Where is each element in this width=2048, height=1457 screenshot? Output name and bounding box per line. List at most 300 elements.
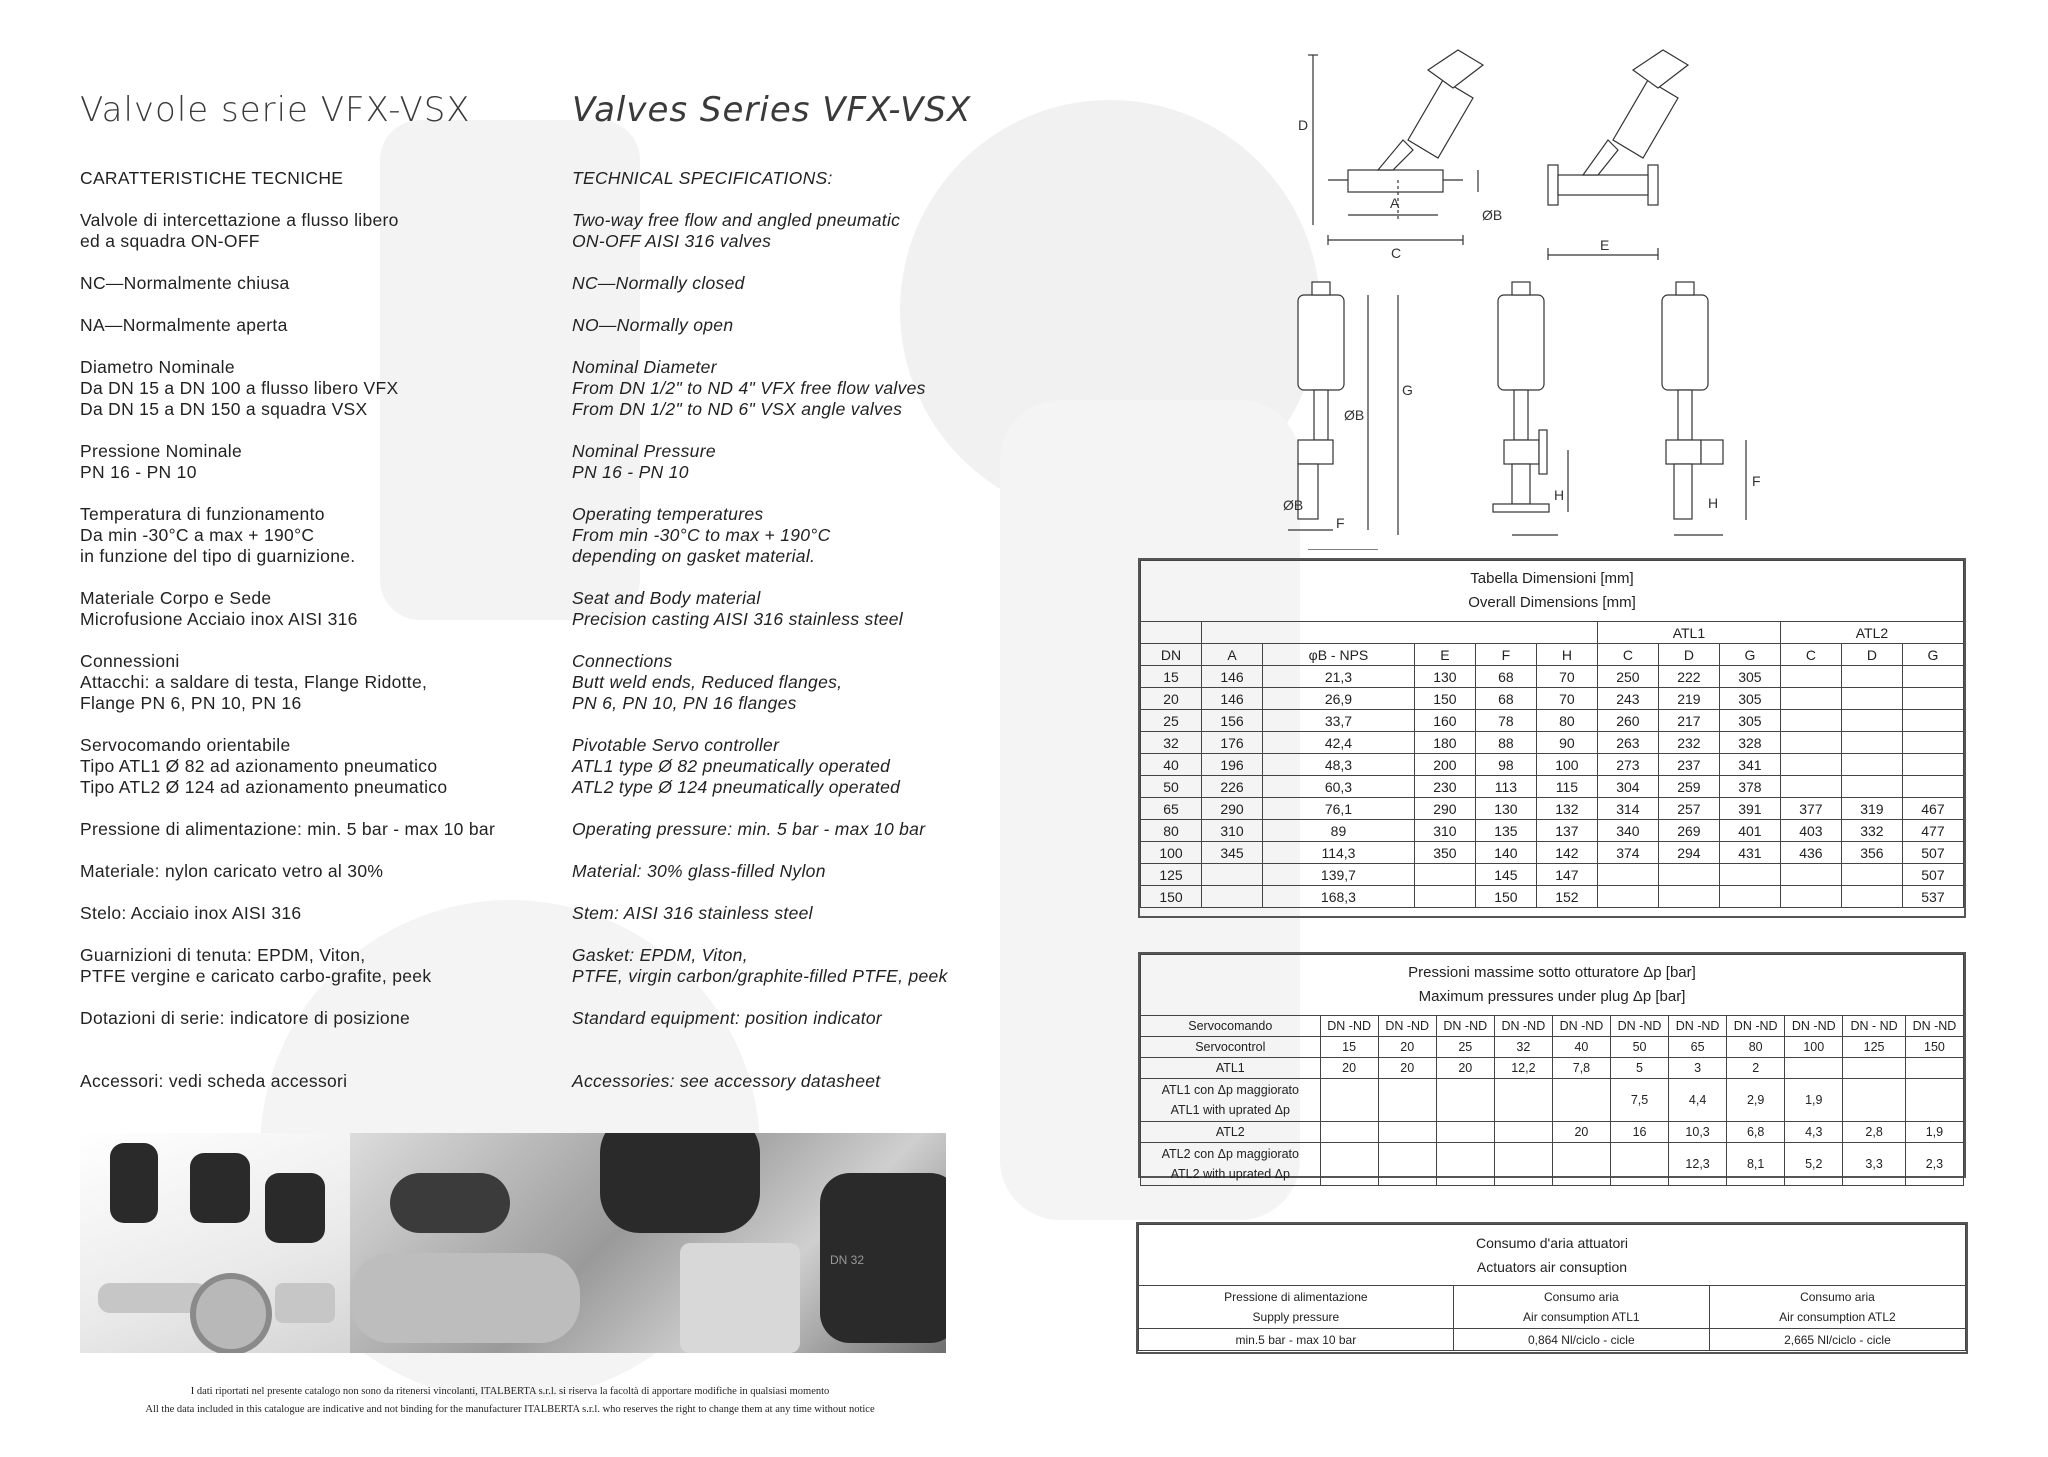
table-cell: 377 [1780,798,1841,820]
label-f: F [1336,515,1345,531]
table-cell: 305 [1719,710,1780,732]
table-cell: 403 [1780,820,1841,842]
table-cell: 196 [1202,754,1263,776]
table-cell [1902,666,1963,688]
table-cell: 243 [1597,688,1658,710]
table-cell [1378,1143,1436,1186]
air-header-row [1139,1286,1966,1329]
column-header: 20 [1378,1037,1436,1058]
table-cell [1320,1122,1378,1143]
table-cell: 80 [1141,820,1202,842]
disclaimer-italian: I dati riportati nel presente catalogo non sono da ritenersi vincolanti, ITALBERTA s.r.l. si riserva la facoltà di apportare modifiche in qualsiasi momento [190,1386,830,1397]
english-spec-line: NO—Normally open [572,315,734,335]
table-cell: 2,3 [1905,1143,1963,1186]
air-value-row [1139,1329,1966,1351]
column-header-line: Consumo aria [1543,1290,1619,1304]
italian-spec-line: PTFE vergine e caricato carbo-grafite, peek [80,966,432,986]
table-cell: 219 [1658,688,1719,710]
english-spec-line: Precision casting AISI 316 stainless steel [572,609,904,629]
english-spec-line: Two-way free flow and angled pneumatic [572,210,901,230]
table-row [1141,820,1964,842]
english-spec-line: From DN 1/2" to ND 4" VFX free flow valves [572,378,926,398]
table-cell: 140 [1475,842,1536,864]
italian-spec-line: Pressione di alimentazione: min. 5 bar - max 10 bar [80,819,496,839]
table-cell: 477 [1902,820,1963,842]
table-cell: 6,8 [1727,1122,1785,1143]
english-spec-line: Material: 30% glass-filled Nylon [572,861,826,881]
table-cell: 130 [1475,798,1536,820]
table-cell: 273 [1597,754,1658,776]
table-cell: 98 [1475,754,1536,776]
table-cell: 290 [1202,798,1263,820]
column-header: DN - ND [1843,1016,1906,1037]
table-cell: 40 [1141,754,1202,776]
column-header [1139,1286,1454,1329]
table-cell: 305 [1719,666,1780,688]
table-cell: 230 [1414,776,1475,798]
table-cell: 176 [1202,732,1263,754]
column-header: 25 [1436,1037,1494,1058]
italian-spec-line: in funzione del tipo di guarnizione. [80,546,356,566]
table-cell [1780,886,1841,908]
table-cell: 257 [1658,798,1719,820]
table-cell [1841,886,1902,908]
table-cell: 70 [1536,666,1597,688]
table-row [1141,732,1964,754]
table-cell: 5,2 [1785,1143,1843,1186]
table-cell: 132 [1536,798,1597,820]
english-spec-block [572,1008,971,1029]
english-spec-block [572,357,971,420]
table-cell [1202,886,1263,908]
table-cell [1843,1058,1906,1079]
table-cell [1780,864,1841,886]
label-e: E [1600,237,1610,253]
table-cell [1841,710,1902,732]
column-header-line: Supply pressure [1252,1310,1340,1324]
table-cell [1436,1143,1494,1186]
table-cell: 217 [1658,710,1719,732]
title-italian: Valvole serie VFX-VSX [80,90,471,130]
table-cell [1902,754,1963,776]
italian-spec-block [80,1008,495,1029]
label-a: A [1390,195,1400,211]
table-cell [1843,1079,1906,1122]
table-cell [1841,776,1902,798]
nameplate-text: DN 32 [830,1253,865,1267]
label-c: C [1391,245,1402,261]
drawing-vsx-reduced-flange [1662,282,1746,535]
table-cell: 0,864 Nl/ciclo - cicle [1453,1329,1709,1351]
air-consumption-table [1138,1224,1966,1351]
table-cell: 2,9 [1727,1079,1785,1122]
italian-spec-line: Da DN 15 a DN 150 a squadra VSX [80,399,368,419]
table-row [1141,842,1964,864]
table-cell: 401 [1719,820,1780,842]
table-cell: 152 [1536,886,1597,908]
pressure-header-row-2 [1141,1037,1964,1058]
table-cell: 507 [1902,864,1963,886]
group-atl1: ATL1 [1597,622,1780,644]
column-header: E [1414,644,1475,666]
italian-spec-line: Stelo: Acciaio inox AISI 316 [80,903,302,923]
italian-spec-line: Flange PN 6, PN 10, PN 16 [80,693,302,713]
pressure-header-row-1 [1141,1016,1964,1037]
italian-spec-line: NA—Normalmente aperta [80,315,288,335]
table-cell: 200 [1414,754,1475,776]
english-spec-block [572,945,971,987]
table-cell: 8,1 [1727,1143,1785,1186]
english-spec-line: PN 6, PN 10, PN 16 flanges [572,693,797,713]
spec-list-english [572,168,971,1092]
italian-spec-block [80,357,495,420]
table-cell [1658,864,1719,886]
column-header: A [1202,644,1263,666]
table-cell: 305 [1719,688,1780,710]
table-cell: 26,9 [1263,688,1415,710]
table-cell [1436,1122,1494,1143]
table-row [1141,798,1964,820]
english-spec-line [572,1050,971,1071]
table-cell: 20 [1320,1058,1378,1079]
table-row [1141,1079,1964,1122]
table-cell: 467 [1902,798,1963,820]
table-cell: 42,4 [1263,732,1415,754]
column-header: DN -ND [1669,1016,1727,1037]
italian-spec-line: CARATTERISTICHE TECNICHE [80,168,344,188]
table-cell [1902,688,1963,710]
table-cell: 431 [1719,842,1780,864]
table-cell: 2,665 Nl/ciclo - cicle [1709,1329,1965,1351]
table-cell: 12,3 [1669,1143,1727,1186]
english-spec-line: PTFE, virgin carbon/graphite-filled PTFE, peek [572,966,948,986]
dimensions-table [1140,560,1964,908]
row-label [1141,1143,1321,1186]
table-cell: 78 [1475,710,1536,732]
column-header-line: Air consumption ATL1 [1523,1310,1640,1324]
column-header-line: Pressione di alimentazione [1224,1290,1368,1304]
italian-spec-line: Diametro Nominale [80,357,235,377]
italian-spec-block [80,168,495,189]
column-header: 40 [1552,1037,1610,1058]
table-cell: 237 [1658,754,1719,776]
label-b-angle: ØB [1344,407,1365,423]
table-cell [1841,732,1902,754]
valve-technical-drawings [1268,30,1788,550]
table-cell: 89 [1263,820,1415,842]
italian-spec-block [80,273,495,294]
table-cell: 1,9 [1905,1122,1963,1143]
table-cell [1378,1122,1436,1143]
italian-spec-line: Microfusione Acciaio inox AISI 316 [80,609,358,629]
table-cell: 12,2 [1494,1058,1552,1079]
italian-spec-line: Materiale Corpo e Sede [80,588,272,608]
table-cell [1841,864,1902,886]
table-cell: 222 [1658,666,1719,688]
label-h-2: H [1708,495,1719,511]
column-header: 50 [1610,1037,1668,1058]
valve-photo-small [80,1133,352,1353]
table-cell: 50 [1141,776,1202,798]
table-cell: 374 [1597,842,1658,864]
column-header: φB - NPS [1263,644,1415,666]
table-cell: 294 [1658,842,1719,864]
column-header-line: Air consumption ATL2 [1779,1310,1896,1324]
column-header: 100 [1785,1037,1843,1058]
table-cell: 269 [1658,820,1719,842]
english-spec-line: Nominal Pressure [572,441,716,461]
table-cell [1494,1122,1552,1143]
table-cell: 68 [1475,666,1536,688]
table-cell: 113 [1475,776,1536,798]
english-spec-block [572,861,971,882]
table-cell: 2 [1727,1058,1785,1079]
table-cell: 21,3 [1263,666,1415,688]
english-spec-block [572,819,971,840]
italian-spec-line: Attacchi: a saldare di testa, Flange Ridotte, [80,672,428,692]
table-cell: 537 [1902,886,1963,908]
table-cell: 90 [1536,732,1597,754]
table-row [1141,688,1964,710]
english-spec-block [572,315,971,336]
italian-spec-line: Temperatura di funzionamento [80,504,325,524]
row-label [1141,1058,1321,1079]
table-cell [1414,864,1475,886]
air-caption: Consumo d'aria attuatori Actuators air consuption [1139,1225,1966,1286]
english-spec-block [572,504,971,567]
table-cell [1780,666,1841,688]
table-cell: 147 [1536,864,1597,886]
table-cell: 319 [1841,798,1902,820]
row-label-line: ATL2 [1215,1125,1245,1139]
column-header: Servocomando [1141,1016,1321,1037]
table-cell: 20 [1141,688,1202,710]
english-spec-line: ATL1 type Ø 82 pneumatically operated [572,756,891,776]
column-header: 80 [1727,1037,1785,1058]
table-cell: 290 [1414,798,1475,820]
english-spec-line: PN 16 - PN 10 [572,462,689,482]
table-cell [1841,666,1902,688]
english-spec-line: NC—Normally closed [572,273,745,293]
table-cell: 68 [1475,688,1536,710]
drawing-vfx-buttweld [1308,50,1483,245]
title-english: Valves Series VFX-VSX [572,90,972,130]
table-cell: 146 [1202,666,1263,688]
english-spec-line: Nominal Diameter [572,357,717,377]
column-header: D [1658,644,1719,666]
english-spec-line: Gasket: EPDM, Viton, [572,945,748,965]
italian-spec-block [80,441,495,483]
column-header: DN -ND [1436,1016,1494,1037]
italian-spec-line: Da DN 15 a DN 100 a flusso libero VFX [80,378,399,398]
table-cell: 32 [1141,732,1202,754]
italian-spec-line: Tipo ATL1 Ø 82 ad azionamento pneumatico [80,756,438,776]
table-cell [1320,1079,1378,1122]
english-spec-line: ON-OFF AISI 316 valves [572,231,772,251]
row-label [1141,1079,1321,1122]
italian-spec-block [80,504,495,567]
column-header: 65 [1669,1037,1727,1058]
italian-spec-line: Servocomando orientabile [80,735,291,755]
english-spec-line: TECHNICAL SPECIFICATIONS: [572,168,833,188]
table-cell [1610,1143,1668,1186]
column-header: G [1719,644,1780,666]
table-cell: 20 [1378,1058,1436,1079]
table-cell: 304 [1597,776,1658,798]
table-row [1141,776,1964,798]
table-cell: 137 [1536,820,1597,842]
italian-spec-line: Accessori: vedi scheda accessori [80,1071,348,1091]
english-spec-line: Standard equipment: position indicator [572,1008,883,1028]
table-row [1141,864,1964,886]
table-cell: 226 [1202,776,1263,798]
table-cell [1905,1079,1963,1122]
table-cell: 3 [1669,1058,1727,1079]
table-cell [1494,1079,1552,1122]
table-cell: 250 [1597,666,1658,688]
table-cell: 25 [1141,710,1202,732]
table-cell: 4,4 [1669,1079,1727,1122]
italian-spec-line: Guarnizioni di tenuta: EPDM, Viton, [80,945,366,965]
italian-spec-block [80,819,495,840]
column-header: DN -ND [1905,1016,1963,1037]
italian-spec-block [80,315,495,336]
table-row [1141,1122,1964,1143]
table-cell: 33,7 [1263,710,1415,732]
table-cell [1841,754,1902,776]
table-cell: 310 [1414,820,1475,842]
column-header: 125 [1843,1037,1906,1058]
table-cell: 1,9 [1785,1079,1843,1122]
table-cell: 263 [1597,732,1658,754]
table-cell: 156 [1202,710,1263,732]
english-spec-block [572,1050,971,1092]
column-header: 32 [1494,1037,1552,1058]
english-spec-line: Pivotable Servo controller [572,735,780,755]
table-cell: 340 [1597,820,1658,842]
table-cell: 5 [1610,1058,1668,1079]
column-header: DN -ND [1494,1016,1552,1037]
italian-spec-line: ed a squadra ON-OFF [80,231,260,251]
english-spec-block [572,210,971,252]
italian-spec-line: Pressione Nominale [80,441,243,461]
table-cell [1719,864,1780,886]
table-cell: 76,1 [1263,798,1415,820]
table-cell: 4,3 [1785,1122,1843,1143]
table-cell [1785,1058,1843,1079]
table-cell: 314 [1597,798,1658,820]
italian-spec-block [80,1050,495,1092]
dimensions-caption: Tabella Dimensioni [mm] Overall Dimensions [mm] [1141,561,1964,622]
label-b-port: ØB [1283,497,1304,513]
table-cell: 180 [1414,732,1475,754]
table-row [1141,1143,1964,1186]
table-cell: 150 [1414,688,1475,710]
italian-spec-block [80,945,495,987]
table-cell: 259 [1658,776,1719,798]
italian-spec-line: Tipo ATL2 Ø 124 ad azionamento pneumatico [80,777,448,797]
italian-column [80,90,495,1113]
table-cell [1902,776,1963,798]
table-cell [1552,1143,1610,1186]
table-cell: 150 [1475,886,1536,908]
spec-list-italian [80,168,495,1092]
label-d: D [1298,117,1309,133]
table-row [1141,710,1964,732]
table-cell: 391 [1719,798,1780,820]
column-header: F [1475,644,1536,666]
column-header: 150 [1905,1037,1963,1058]
table-cell [1202,864,1263,886]
english-spec-line: Butt weld ends, Reduced flanges, [572,672,843,692]
table-cell: 350 [1414,842,1475,864]
italian-spec-block [80,651,495,714]
column-header: G [1902,644,1963,666]
label-f-2: F [1752,473,1761,489]
table-cell [1780,710,1841,732]
table-row [1141,1058,1964,1079]
row-label-line: ATL1 with uprated Δp [1170,1103,1290,1117]
table-cell [1780,754,1841,776]
italian-spec-line: Valvole di intercettazione a flusso libero [80,210,399,230]
table-cell: 345 [1202,842,1263,864]
italian-spec-line: Dotazioni di serie: indicatore di posizione [80,1008,411,1028]
table-cell: 80 [1536,710,1597,732]
italian-spec-block [80,210,495,252]
italian-spec-line [80,1050,495,1071]
row-label [1141,1122,1321,1143]
italian-spec-line: NC—Normalmente chiusa [80,273,290,293]
row-label-line: ATL1 [1215,1061,1245,1075]
column-header: DN -ND [1785,1016,1843,1037]
table-cell: 125 [1141,864,1202,886]
column-header: C [1597,644,1658,666]
table-cell: 65 [1141,798,1202,820]
italian-spec-block [80,903,495,924]
table-cell: 115 [1536,776,1597,798]
english-spec-block [572,273,971,294]
column-header: DN -ND [1320,1016,1378,1037]
group-atl2: ATL2 [1780,622,1963,644]
table-cell: 20 [1552,1122,1610,1143]
table-cell: 48,3 [1263,754,1415,776]
table-cell: 378 [1719,776,1780,798]
english-spec-line: Operating pressure: min. 5 bar - max 10 bar [572,819,926,839]
english-spec-line: depending on gasket material. [572,546,816,566]
column-header: DN -ND [1552,1016,1610,1037]
pressure-caption: Pressioni massime sotto otturatore Δp [bar] Maximum pressures under plug Δp [bar] [1141,955,1964,1016]
label-h: H [1554,487,1565,503]
table-cell: 3,3 [1843,1143,1906,1186]
table-cell: 2,8 [1843,1122,1906,1143]
table-cell: 70 [1536,688,1597,710]
column-header: H [1536,644,1597,666]
table-cell: 341 [1719,754,1780,776]
table-cell: 356 [1841,842,1902,864]
row-label-line: ATL2 con Δp maggiorato [1161,1147,1299,1161]
table-cell: 60,3 [1263,776,1415,798]
table-cell: 168,3 [1263,886,1415,908]
column-header: C [1780,644,1841,666]
drawing-vsx-buttweld [1288,282,1398,550]
table-cell: 507 [1902,842,1963,864]
column-header: DN -ND [1727,1016,1785,1037]
table-cell [1494,1143,1552,1186]
table-cell: 139,7 [1263,864,1415,886]
table-cell: 150 [1141,886,1202,908]
italian-spec-block [80,861,495,882]
table-cell [1902,732,1963,754]
